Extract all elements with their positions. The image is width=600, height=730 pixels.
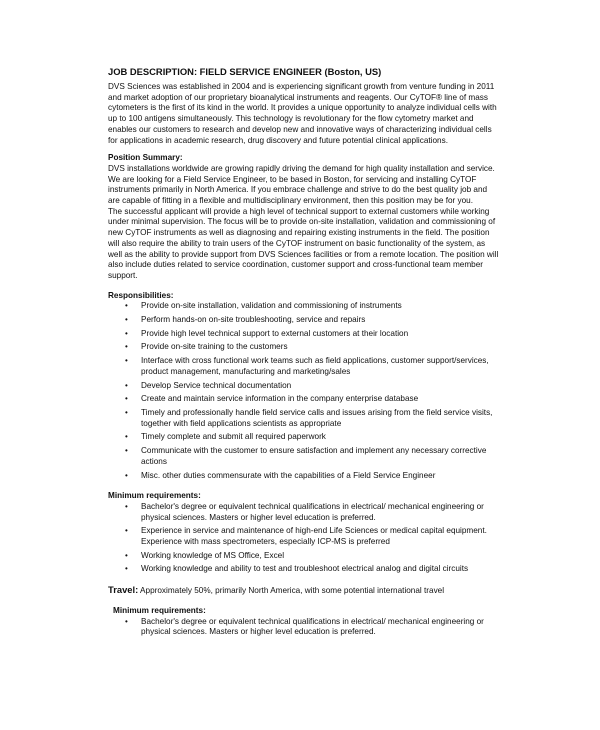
bullet-icon: • (125, 356, 128, 366)
bullet-icon: • (125, 301, 128, 311)
minimum-requirements-list (108, 502, 500, 575)
bullet-icon: • (125, 342, 128, 352)
list-item-text: Interface with cross functional work teams such as field applications, customer support/services, product management, manufacturing and marketing/sales (141, 356, 489, 376)
bullet-icon: • (125, 564, 128, 574)
list-item-text: Create and maintain service information in the company enterprise database (141, 394, 419, 404)
position-summary-heading: Position Summary: (108, 153, 183, 163)
list-item-text: Working knowledge of MS Office, Excel (141, 550, 285, 560)
bullet-icon: • (125, 550, 128, 560)
list-item (108, 551, 500, 562)
minimum-requirements-list-2 (113, 617, 500, 638)
list-item-text: Timely and professionally handle field service calls and issues arising from the field service visits, together with field applications scientists as appropriate (141, 407, 493, 428)
list-item-text: Bachelor's degree or equivalent technical qualifications in electrical/ mechanical engineering or physical sciences. Masters or higher level education is preferred. (141, 616, 484, 637)
list-item (108, 408, 500, 429)
list-item (108, 446, 500, 467)
list-item-text: Provide high level technical support to external customers at their location (141, 328, 409, 338)
intro-paragraph: DVS Sciences was established in 2004 and is experiencing significant growth from venture funding in 2011 and market adoption of our proprietary bioanalytical instruments and reagents. Our CyTOF® line of mass cytometers is the first of its kind in the world. It provides a unique opportunity to analyze individual cells with up to 100 antigens simultaneously. This technology is revolutionary for the flow cytometry market and enables our customers to research and develop new and innovative ways of characterizing individual cells for applications in academic research, drug discovery and future potential clinical applications. (108, 82, 497, 145)
travel-line (108, 585, 500, 597)
minimum-requirements-heading: Minimum requirements: (108, 491, 201, 501)
bullet-icon: • (125, 328, 128, 338)
list-item (108, 381, 500, 392)
list-item (108, 301, 500, 312)
list-item (108, 356, 500, 377)
list-item-text: Timely complete and submit all required paperwork (141, 432, 326, 442)
bullet-icon: • (125, 394, 128, 404)
bullet-icon: • (125, 432, 128, 442)
position-summary-paragraph-1: DVS installations worldwide are growing rapidly driving the demand for high quality installation and service. We are looking for a Field Service Engineer, to be based in Boston, for servicing and installing CyTOF instruments primarily in North America. If you embrace challenge and strive to do the best quality job and are capable of fitting in a flexible and multidisciplinary environment, then this position may be for you. (108, 163, 495, 206)
bullet-icon: • (125, 446, 128, 456)
job-description (108, 66, 500, 641)
document-title: JOB DESCRIPTION: FIELD SERVICE ENGINEER (Boston, US) (108, 66, 382, 77)
bullet-icon: • (125, 501, 128, 511)
bullet-icon: • (125, 315, 128, 325)
list-item (108, 329, 500, 340)
list-item-text: Misc. other duties commensurate with the capabilities of a Field Service Engineer (141, 470, 436, 480)
travel-text: Approximately 50%, primarily North America, with some potential international travel (138, 586, 445, 596)
list-item (113, 617, 500, 638)
list-item (108, 564, 500, 575)
list-item-text: Perform hands-on on-site troubleshooting, service and repairs (141, 315, 366, 325)
travel-label: Travel: (108, 584, 139, 596)
list-item (108, 315, 500, 326)
list-item (108, 526, 500, 547)
position-summary-paragraph-2: The successful applicant will provide a high level of technical support to external customers while working under minimal supervision. The focus will be to provide on-site installation, validation and commissioning of new CyTOF instruments as well as diagnosing and repairing existing instruments in the field. The position will also require the ability to train users of the CyTOF instrument on basic functionality of the system, as well as the ability to provide support from DVS Sciences facilities or from a remote location. The position will also include duties related to service coordination, customer support and cross-functional team member support. (108, 206, 499, 280)
list-item (108, 432, 500, 443)
bullet-icon: • (125, 526, 128, 536)
list-item-text: Provide on-site training to the customers (141, 342, 288, 352)
list-item (108, 394, 500, 405)
responsibilities-list (108, 301, 500, 481)
list-item-text: Provide on-site installation, validation and commissioning of instruments (141, 301, 402, 311)
list-item-text: Bachelor's degree or equivalent technical qualifications in electrical/ mechanical engineering or physical sciences. Masters or higher level education is preferred. (141, 501, 484, 522)
list-item (108, 502, 500, 523)
list-item-text: Working knowledge and ability to test and troubleshoot electrical analog and digital circuits (141, 564, 469, 574)
bullet-icon: • (125, 470, 128, 480)
list-item-text: Develop Service technical documentation (141, 380, 292, 390)
list-item (108, 342, 500, 353)
responsibilities-heading: Responsibilities: (108, 290, 174, 300)
bullet-icon: • (125, 407, 128, 417)
bullet-icon: • (125, 380, 128, 390)
list-item-text: Communicate with the customer to ensure satisfaction and implement any necessary corrective actions (141, 446, 487, 466)
list-item (108, 471, 500, 482)
bullet-icon: • (125, 616, 128, 626)
minimum-requirements-heading-2: Minimum requirements: (113, 605, 206, 615)
list-item-text: Experience in service and maintenance of high-end Life Sciences or medical capital equipment. Experience with mass spectrometers, especially ICP-MS is preferred (141, 526, 487, 547)
